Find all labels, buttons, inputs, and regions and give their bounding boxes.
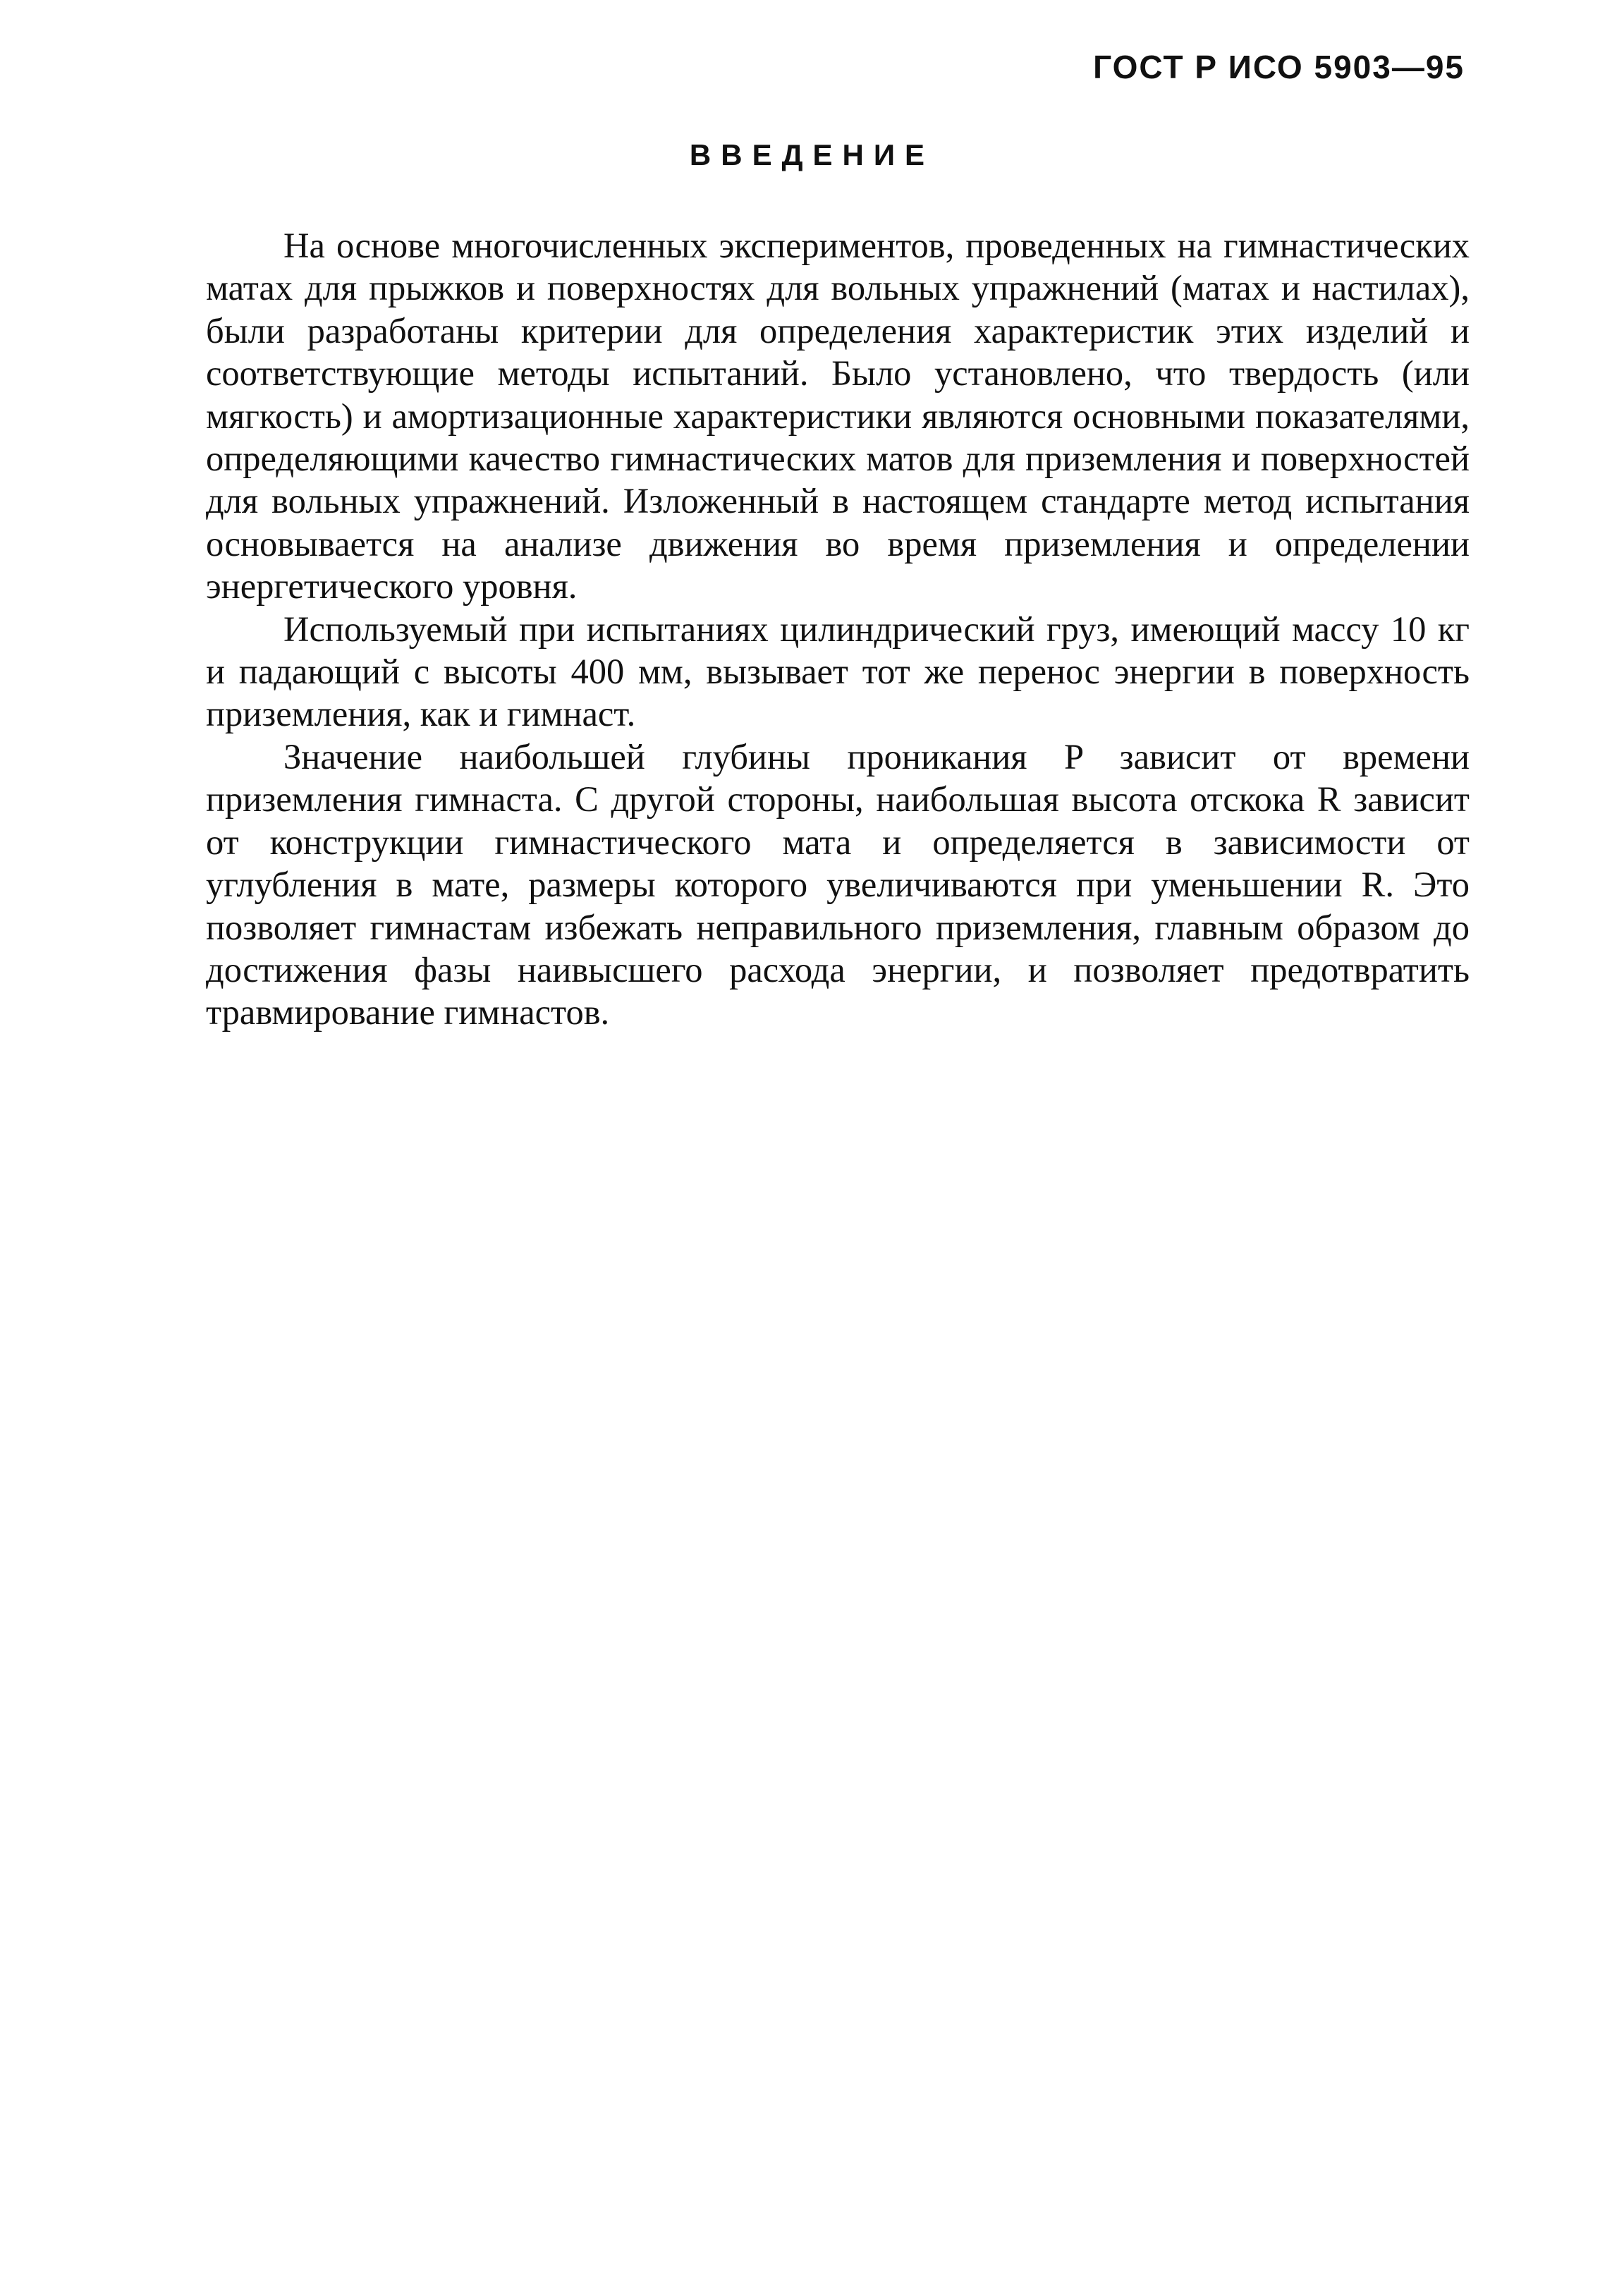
standard-code-header: ГОСТ Р ИСО 5903—95: [1093, 49, 1465, 85]
paragraph-3: Значение наибольшей глубины проникания P зависит от времени приземления гимнаста. С другой стороны, наибольшая высота отскока R зависит от конструкции гимнастического мата и определяется в зависимости от углубления в мате, размеры которого увеличиваются при уменьшении R. Это позволяет гимнастам избежать неправильного приземления, главным образом до достижения фазы наивысшего расхода энергии, и позволяет предотвратить травмирование гимнастов.: [206, 736, 1470, 1033]
paragraph-1: На основе многочисленных экспериментов, проведенных на гимнастических матах для прыжков и поверхностях для вольных упражнений (матах и настилах), были разработаны критерии для определения характеристик этих изделий и соответствующие методы испытаний. Было установлено, что твердость (или мягкость) и амортизационные характеристики являются основными показателями, определяющими качество гимнастических матов для приземления и поверхностей для вольных упражнений. Изложенный в настоящем стандарте метод испытания основывается на анализе движения во время приземления и определении энергетического уровня.: [206, 226, 1470, 607]
introduction-body: [206, 224, 1470, 1034]
paragraph-2: Используемый при испытаниях цилиндрический груз, имеющий массу 10 кг и падающий с высоты 400 мм, вызывает тот же перенос энергии в поверхность приземления, как и гимнаст.: [206, 609, 1470, 734]
section-title: ВВЕДЕНИЕ: [689, 138, 935, 171]
